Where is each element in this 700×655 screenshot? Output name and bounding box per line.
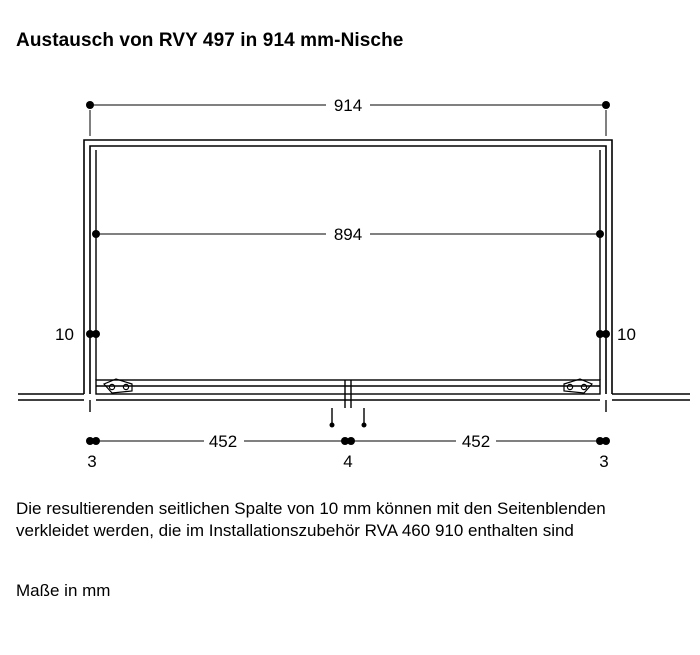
niche-frame	[84, 140, 612, 394]
label-offset-center: 4	[343, 452, 353, 471]
label-914: 914	[333, 96, 363, 115]
label-gap-left: 10	[55, 325, 74, 344]
gap-note: Die resultierenden seitlichen Spalte von 10 mm können mit den Seitenblenden verkleidet werden, die im Installationszubehör RVA 460 910 enthalten sind	[16, 499, 606, 540]
dimension-914	[86, 96, 610, 136]
appliance-body	[96, 150, 600, 408]
dimension-894	[92, 225, 604, 244]
label-gap-right: 10	[617, 325, 636, 344]
label-452-left: 452	[208, 432, 238, 451]
label-offset-left: 3	[87, 452, 97, 471]
units-label: Maße in mm	[16, 581, 111, 600]
dimension-gap-right	[596, 325, 636, 344]
dimension-452-left	[86, 432, 346, 451]
countertop-lines	[18, 394, 690, 412]
center-feet	[332, 408, 364, 424]
label-894: 894	[333, 225, 363, 244]
dimension-gap-left	[55, 325, 100, 344]
page-title: Austausch von RVY 497 in 914 mm-Nische	[16, 30, 404, 51]
label-452-right: 452	[461, 432, 491, 451]
label-offset-right: 3	[599, 452, 609, 471]
dimension-452-right	[341, 432, 610, 451]
